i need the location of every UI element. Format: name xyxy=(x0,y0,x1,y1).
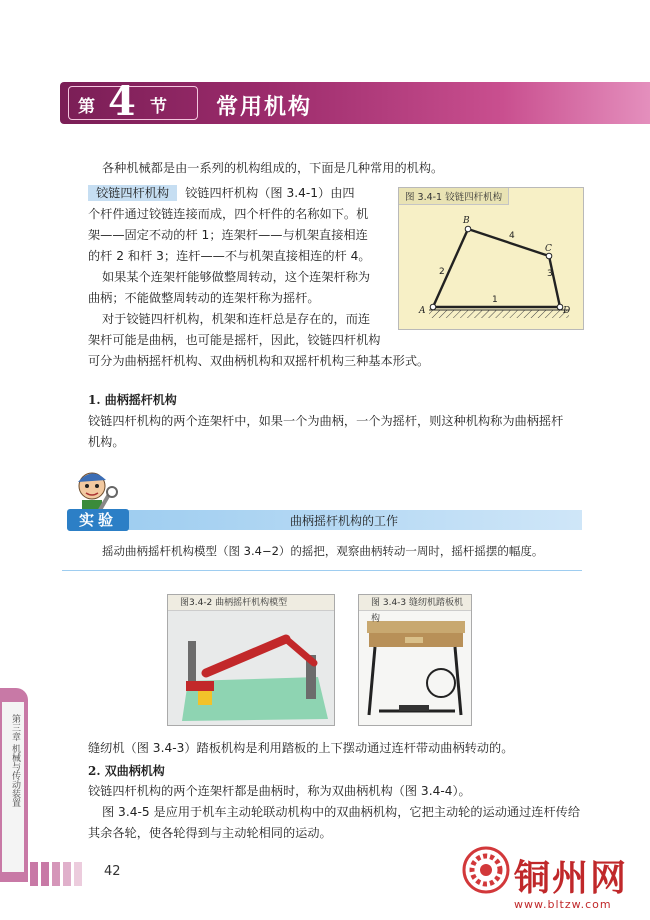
watermark-seal-icon xyxy=(462,846,510,894)
page-number: 42 xyxy=(104,864,121,879)
sewing-machine-treadle-image xyxy=(359,611,471,725)
ground-hatch xyxy=(429,310,569,318)
label-d: D xyxy=(563,306,571,316)
four-bar-line-2: 个杆件通过铰链连接而成，四个杆件的名称如下。机 xyxy=(88,207,369,221)
label-link-2: 2 xyxy=(439,267,445,277)
four-bar-line-7: 对于铰链四杆机构，机架和连杆总是存在的，而连 xyxy=(102,312,371,326)
four-bar-line-4: 的杆 2 和杆 3；连杆——不与机架直接相连的杆 4。 xyxy=(88,249,371,263)
double-crank-heading: 2. 双曲柄机构 xyxy=(88,764,165,778)
crank-rocker-line-2: 机构。 xyxy=(88,435,125,449)
experiment-divider xyxy=(62,570,582,571)
label-b: B xyxy=(463,216,470,226)
four-bar-line-1: 铰链四杆机构 铰链四杆机构（图 3.4-1）由四 xyxy=(88,183,398,204)
section-di: 第 xyxy=(78,97,95,117)
label-c: C xyxy=(545,244,552,254)
figure-3-4-1 xyxy=(398,187,584,330)
double-crank-line-3: 其余各轮，使各轮得到与主动轮相同的运动。 xyxy=(88,826,332,840)
crank-rocker-heading: 1. 曲柄摇杆机构 xyxy=(88,393,177,407)
chapter-side-tab xyxy=(0,688,28,882)
watermark-url: www.bltzw.com xyxy=(514,898,612,911)
label-a: A xyxy=(419,306,426,316)
section-number: 4 xyxy=(108,78,136,125)
figure-3-4-1-caption: 图 3.4-1 铰链四杆机构 xyxy=(399,188,509,205)
crank-rocker-model-image xyxy=(168,611,334,725)
figure-3-4-2 xyxy=(167,594,335,726)
double-crank-paragraph xyxy=(88,781,598,844)
label-link-4: 4 xyxy=(509,231,515,241)
footer-stripes xyxy=(30,862,90,886)
joint-a xyxy=(430,304,436,310)
four-bar-diagram xyxy=(399,188,585,331)
chapter-side-text: 第三章 机械与传动装置 xyxy=(10,714,20,807)
joint-d xyxy=(557,304,563,310)
section-header xyxy=(60,78,650,125)
joint-c xyxy=(546,253,552,259)
section-title: 常用机构 xyxy=(216,95,313,120)
four-bar-line-5: 如果某个连架杆能够做整周转动，这个连架杆称为 xyxy=(102,270,371,284)
label-link-3: 3 xyxy=(547,269,553,279)
intro-paragraph: 各种机械都是由一系列的机构组成的，下面是几种常用的机构。 xyxy=(102,161,444,175)
four-bar-paragraph xyxy=(88,183,430,372)
figure-3-4-2-caption: 图3.4-2 曲柄摇杆机构模型 xyxy=(168,595,334,611)
label-link-1: 1 xyxy=(492,295,498,305)
experiment-text: 摇动曲柄摇杆机构模型（图 3.4−2）的摇把，观察曲柄转动一周时，摇杆摇摆的幅度。 xyxy=(102,544,544,558)
double-crank-line-1: 铰链四杆机构的两个连架杆都是曲柄时，称为双曲柄机构（图 3.4-4）。 xyxy=(88,784,471,798)
four-bar-tag: 铰链四杆机构 xyxy=(88,185,177,201)
figure-3-4-3-caption: 图 3.4-3 缝纫机踏板机构 xyxy=(359,595,471,611)
four-bar-line-8: 架杆可能是曲柄，也可能是摇杆，因此，铰链四杆机构 xyxy=(88,333,381,347)
watermark-text: 铜州网 xyxy=(514,857,629,899)
four-bar-line-3: 架——固定不动的杆 1；连架杆——与机架直接相连 xyxy=(88,228,368,242)
crank-rocker-line-1: 铰链四杆机构的两个连架杆中，如果一个为曲柄，一个为摇杆，则这种机构称为曲柄摇杆 xyxy=(88,414,564,428)
experiment-label: 实验 xyxy=(67,509,129,531)
figure-3-4-3 xyxy=(358,594,472,726)
four-bar-line-6: 曲柄；不能做整周转动的连架杆称为摇杆。 xyxy=(88,291,320,305)
section-jie: 节 xyxy=(150,97,167,117)
sewing-paragraph: 缝纫机（图 3.4-3）踏板机构是利用踏板的上下摆动通过连杆带动曲柄转动的。 xyxy=(88,741,514,755)
link-3 xyxy=(549,256,560,307)
joint-b xyxy=(465,226,471,232)
double-crank-line-2: 图 3.4-5 是应用于机车主动轮联动机构中的双曲柄机构，它把主动轮的运动通过连杆传给 xyxy=(102,805,581,819)
crank-rocker-paragraph xyxy=(88,411,588,453)
experiment-title: 曲柄摇杆机构的工作 xyxy=(290,514,399,528)
four-bar-line-9: 可分为曲柄摇杆机构、双曲柄机构和双摇杆机构三种基本形式。 xyxy=(88,354,430,368)
